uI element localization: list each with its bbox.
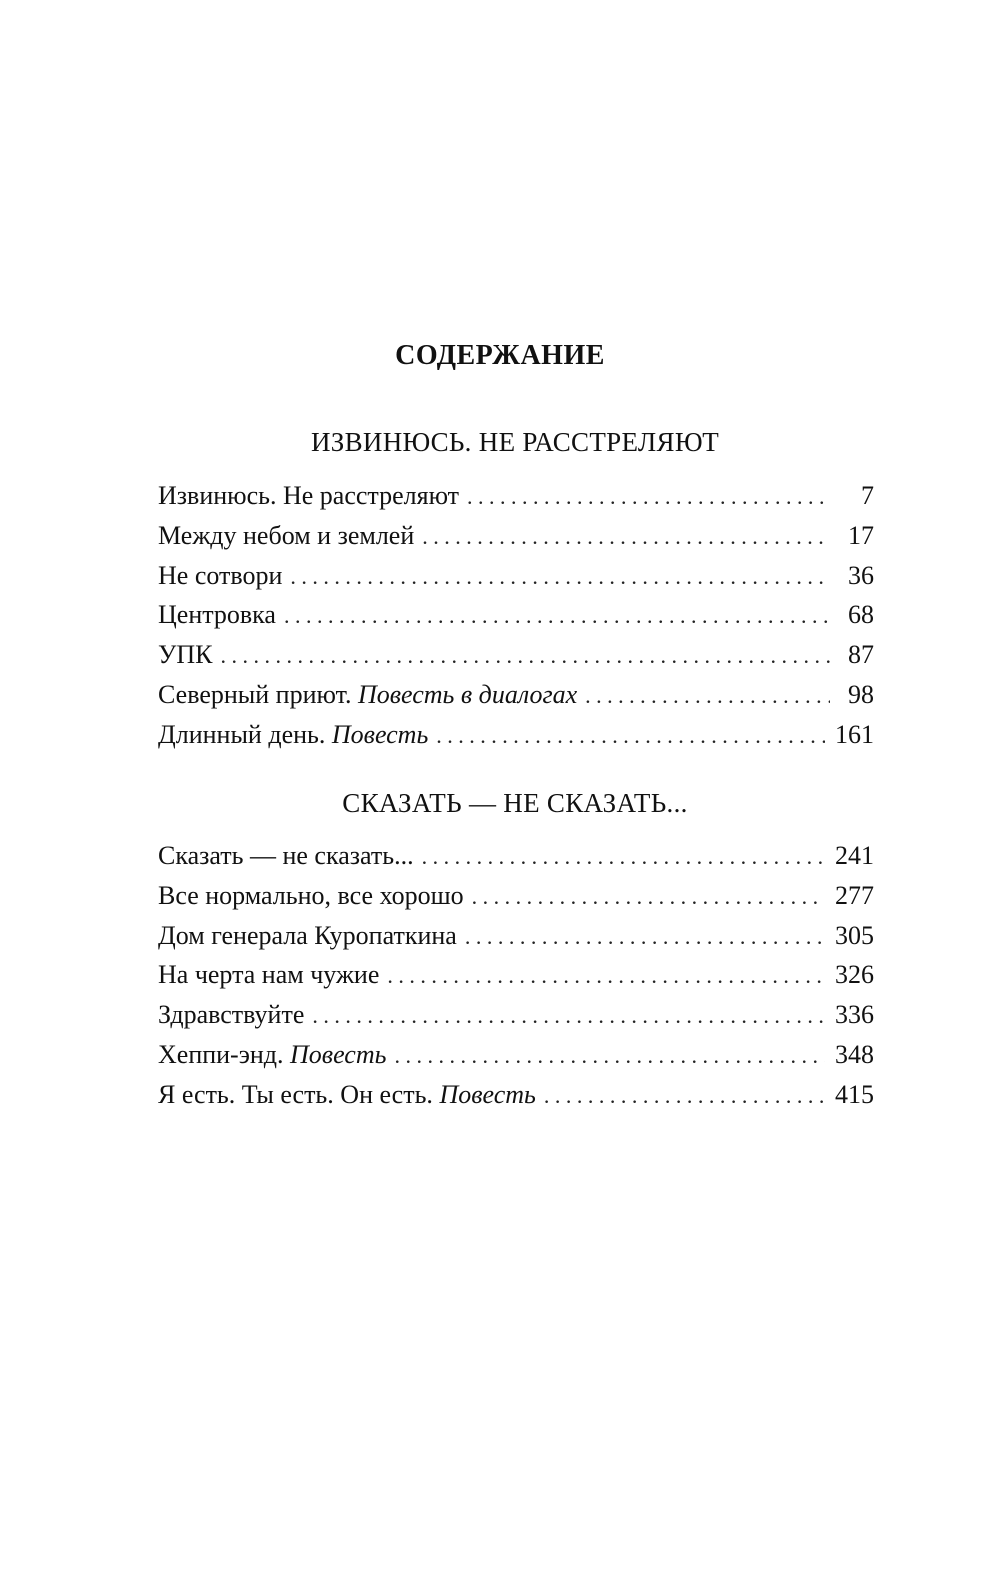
- toc-heading: СОДЕРЖАНИЕ: [395, 340, 605, 371]
- section-title: ИЗВИНЮСЬ. НЕ РАССТРЕЛЯЮТ: [310, 427, 719, 457]
- entry-title: Длинный день. Повесть: [158, 719, 429, 749]
- dot-leader: [544, 1076, 825, 1116]
- entry-subtitle: Повесть: [331, 719, 429, 749]
- entry-subtitle: Повесть в диалогах: [357, 679, 578, 709]
- entry-title: Между небом и землей: [158, 520, 415, 550]
- toc-entry[interactable]: [158, 955, 874, 995]
- toc-entry[interactable]: [158, 876, 874, 916]
- entry-page-number: 87: [848, 640, 874, 670]
- entry-title: Я есть. Ты есть. Он есть. Повесть: [158, 1079, 536, 1109]
- toc-entry[interactable]: [158, 516, 874, 556]
- toc-entry[interactable]: [158, 916, 874, 956]
- entry-page-number: 277: [835, 880, 874, 910]
- dot-leader: [467, 477, 830, 517]
- dot-leader: [585, 676, 830, 716]
- toc-entry[interactable]: [158, 1075, 874, 1115]
- toc-entry[interactable]: [158, 1035, 874, 1075]
- entry-page-number: 68: [848, 600, 874, 630]
- dot-leader: [284, 596, 830, 636]
- entry-page-number: 7: [861, 481, 874, 510]
- toc-entry[interactable]: [158, 635, 874, 675]
- entry-page-number: 415: [835, 1079, 874, 1109]
- entry-page-number: 305: [835, 920, 874, 950]
- toc-entry[interactable]: [158, 675, 874, 715]
- dot-leader: [422, 517, 830, 557]
- entry-page-number: 36: [848, 560, 874, 590]
- entry-title: Северный приют. Повесть в диалогах: [158, 679, 578, 709]
- entry-title: Извинюсь. Не расстреляют: [158, 481, 460, 510]
- toc-entry[interactable]: [158, 995, 874, 1035]
- dot-leader: [436, 716, 825, 756]
- entry-title: Здравствуйте: [158, 1000, 305, 1030]
- dot-leader: [422, 837, 825, 877]
- entry-page-number: 17: [848, 520, 874, 550]
- entry-page-number: 241: [835, 841, 874, 870]
- entry-page-number: 336: [835, 1000, 874, 1030]
- dot-leader: [290, 557, 830, 597]
- entry-title: Не сотвори: [158, 560, 283, 590]
- entry-title: Центровка: [158, 600, 276, 630]
- toc-entry[interactable]: [158, 476, 874, 516]
- entry-subtitle: Повесть: [290, 1039, 387, 1069]
- entry-title: Все нормально, все хорошо: [158, 880, 464, 910]
- entry-title: УПК: [158, 640, 213, 670]
- entry-subtitle: Повесть: [439, 1079, 536, 1109]
- entry-page-number: 348: [835, 1039, 874, 1069]
- entry-title: На черта нам чужие: [158, 960, 380, 990]
- toc-entry[interactable]: [158, 715, 874, 755]
- dot-leader: [221, 636, 830, 676]
- entry-title: Сказать — не сказать...: [158, 841, 414, 870]
- section-entries: [158, 836, 874, 1115]
- entry-title: Дом генерала Куропаткина: [158, 920, 457, 950]
- toc-entry[interactable]: [158, 595, 874, 635]
- dot-leader: [312, 996, 825, 1036]
- entry-page-number: 161: [835, 719, 874, 749]
- dot-leader: [387, 956, 825, 996]
- dot-leader: [472, 877, 825, 917]
- dot-leader: [394, 1036, 825, 1076]
- toc-entry[interactable]: [158, 556, 874, 596]
- toc-entry[interactable]: [158, 836, 874, 876]
- section-title: СКАЗАТЬ — НЕ СКАЗАТЬ...: [342, 788, 688, 818]
- dot-leader: [465, 917, 825, 957]
- entry-page-number: 98: [848, 679, 874, 709]
- entry-title: Хеппи-энд. Повесть: [158, 1039, 387, 1069]
- entry-page-number: 326: [835, 960, 874, 990]
- section-entries: [158, 476, 874, 755]
